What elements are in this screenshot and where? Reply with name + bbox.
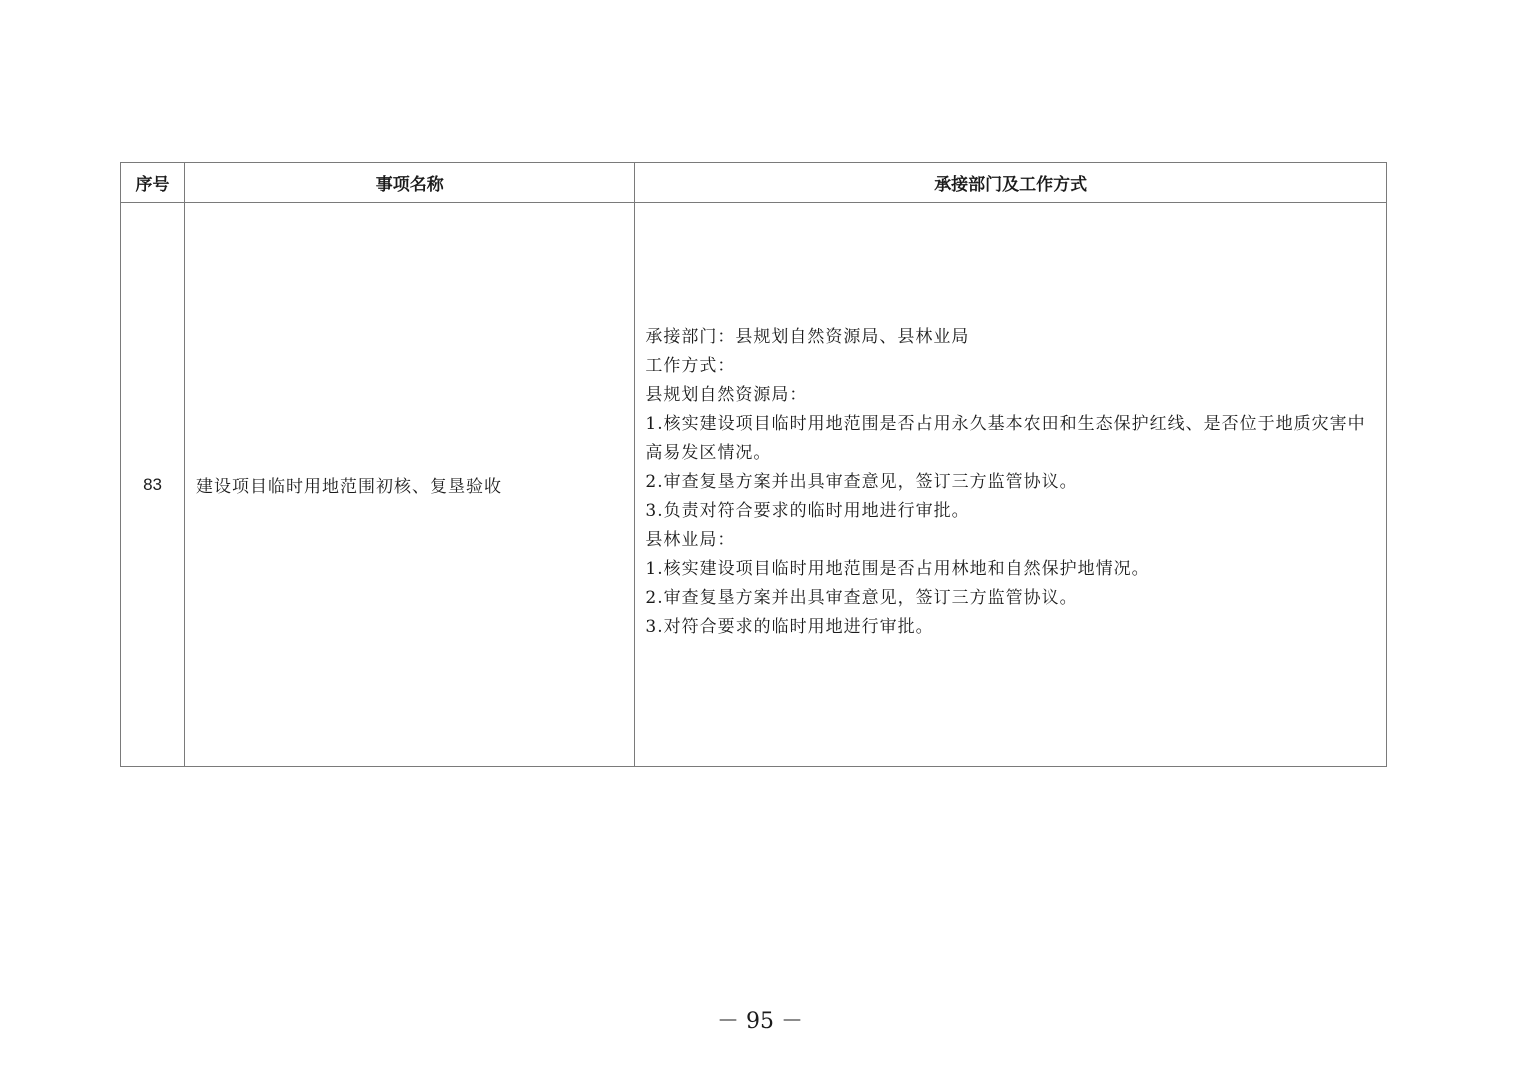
table-row	[121, 203, 1387, 767]
header-item-name: 事项名称	[185, 163, 635, 203]
dept-line: 县林业局：	[645, 530, 736, 550]
header-serial-number: 序号	[121, 163, 185, 203]
department-method-lines	[645, 323, 1378, 642]
dept-line: 1.核实建设项目临时用地范围是否占用永久基本农田和生态保护红线、是否位于地质灾害中高易发区情况。	[645, 414, 1366, 463]
row-serial-number: 83	[121, 203, 185, 767]
dept-line: 县规划自然资源局：	[645, 385, 808, 405]
dept-line: 3.负责对符合要求的临时用地进行审批。	[645, 501, 970, 521]
dept-line: 承接部门：县规划自然资源局、县林业局	[645, 327, 970, 347]
page-number: － 95 －	[717, 1009, 803, 1034]
dept-line: 2.审查复垦方案并出具审查意见，签订三方监管协议。	[645, 472, 1078, 492]
dept-line: 工作方式：	[645, 356, 736, 376]
dept-line: 2.审查复垦方案并出具审查意见，签订三方监管协议。	[645, 588, 1078, 608]
items-table	[120, 162, 1387, 767]
dept-line: 3.对符合要求的临时用地进行审批。	[645, 617, 934, 637]
table-header-row	[121, 163, 1387, 203]
dept-line: 1.核实建设项目临时用地范围是否占用林地和自然保护地情况。	[645, 559, 1150, 579]
header-department-method: 承接部门及工作方式	[635, 163, 1387, 203]
row-department-method	[635, 203, 1387, 767]
row-item-name: 建设项目临时用地范围初核、复垦验收	[185, 203, 635, 767]
